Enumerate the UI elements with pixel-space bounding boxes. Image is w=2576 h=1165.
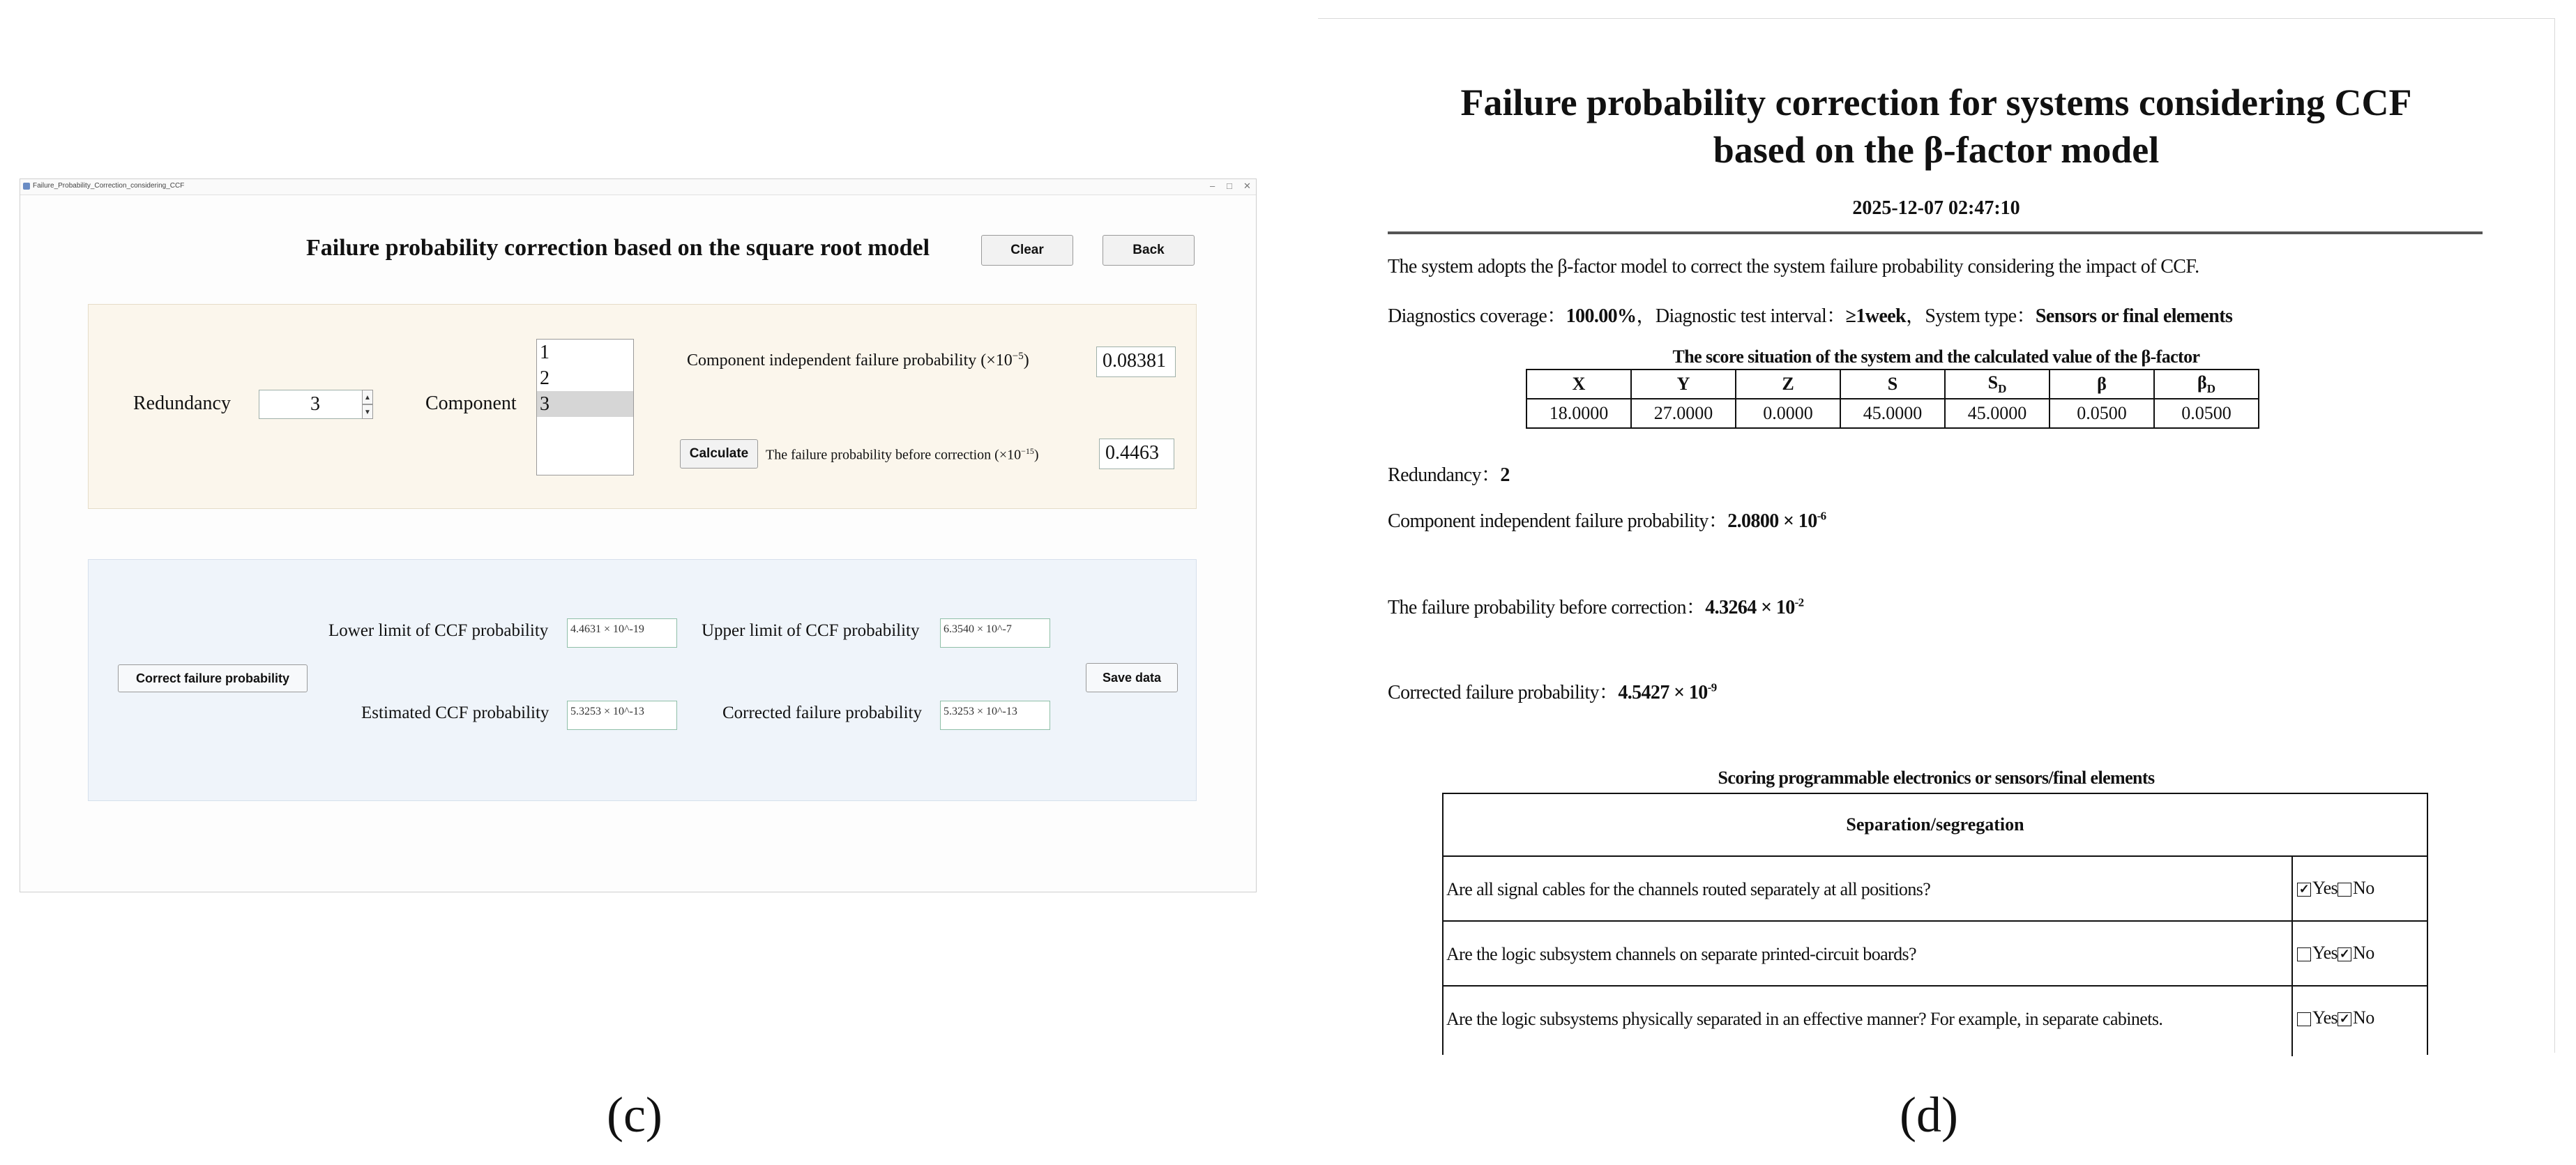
correction-panel	[88, 559, 1197, 801]
score-header: $\beta_D$	[2154, 370, 2259, 399]
estimated-ccf-label: Estimated CCF probability	[361, 703, 550, 722]
report-timestamp: 2025-12-07 02:47:10	[1852, 197, 2020, 219]
redundancy-input[interactable]: 3	[259, 390, 372, 419]
corrected-probability-line: Corrected failure probability：$4.5427 \times 10^{-9}$	[1388, 680, 1717, 703]
back-button[interactable]: Back	[1103, 235, 1195, 266]
yes-no-options	[2291, 857, 2374, 920]
spin-down-icon[interactable]: ▼	[362, 404, 373, 419]
score-cell: 0.0500	[2050, 399, 2154, 428]
redundancy-line: Redundancy：2	[1388, 464, 1510, 486]
app-window	[20, 178, 1257, 892]
panel-label-c: (c)	[607, 1087, 662, 1143]
score-table-title: The score situation of the system and the calculated value of the β-factor	[1672, 347, 2200, 367]
redundancy-label: Redundancy	[133, 393, 231, 414]
clear-button[interactable]: Clear	[981, 235, 1073, 266]
independent-probability-line: Component independent failure probability：$2.0800 \times 10^{-6}$	[1388, 509, 1826, 532]
upper-limit-output[interactable]: 6.3540 × 10^-7	[940, 618, 1050, 648]
lower-limit-label: Lower limit of CCF probability	[328, 621, 549, 640]
report-page	[1318, 18, 2555, 1053]
no-checkbox-checked[interactable]: ✓	[2338, 947, 2351, 961]
correct-failure-probability-button[interactable]: Correct failure probability	[118, 664, 308, 692]
score-header: β	[2050, 370, 2154, 399]
no-checkbox-checked[interactable]: ✓	[2338, 1012, 2351, 1026]
score-cell: 45.0000	[1840, 399, 1945, 428]
before-correction-line: The failure probability before correction：$4.3264 \times 10^{-2}$	[1388, 595, 1804, 618]
indep-prob-output[interactable]: 0.08381	[1096, 347, 1176, 377]
score-cell: 18.0000	[1526, 399, 1631, 428]
report-title-line-2: based on the β-factor model	[1713, 129, 2160, 171]
diagnostics-line: Diagnostics coverage：100.00%，Diagnostic test interval：≥1week，System type：Sensors or final elements	[1388, 305, 2233, 327]
minimize-icon[interactable]: –	[1210, 181, 1215, 191]
component-option[interactable]: 2	[540, 367, 550, 389]
question-row	[1444, 920, 2427, 985]
window-titlebar	[20, 179, 1256, 195]
yes-checkbox[interactable]	[2297, 947, 2311, 961]
save-data-button[interactable]: Save data	[1086, 663, 1178, 692]
spin-up-icon[interactable]: ▲	[362, 390, 373, 404]
report-intro: The system adopts the β-factor model to correct the system failure probability considering the impact of CCF.	[1388, 256, 2199, 277]
yes-label: Yes	[2312, 943, 2338, 963]
question-row	[1444, 855, 2427, 920]
corrected-prob-output[interactable]: 5.3253 × 10^-13	[940, 701, 1050, 730]
component-option-selected[interactable]: 3	[537, 391, 633, 417]
estimated-ccf-output[interactable]: 5.3253 × 10^-13	[567, 701, 677, 730]
report-title-line-1: Failure probability correction for systems considering CCF	[1460, 82, 2412, 123]
component-listbox[interactable]	[536, 339, 634, 475]
score-header: X	[1526, 370, 1631, 399]
score-cell: 45.0000	[1945, 399, 2050, 428]
section-header: Separation/segregation	[1846, 814, 2024, 835]
before-correction-output[interactable]: 0.4463	[1099, 439, 1174, 469]
no-label: No	[2353, 1007, 2374, 1028]
yes-label: Yes	[2312, 1007, 2338, 1028]
yes-no-options	[2291, 987, 2374, 1056]
indep-prob-label: Component independent failure probability $(\times 10^{-5})$	[687, 351, 1029, 370]
corrected-prob-label: Corrected failure probability	[722, 703, 922, 722]
scoring-table	[1442, 793, 2428, 1055]
component-label: Component	[425, 393, 517, 414]
no-label: No	[2353, 943, 2374, 963]
score-cell: 27.0000	[1631, 399, 1736, 428]
component-option[interactable]: 1	[540, 342, 550, 363]
score-table	[1526, 369, 2259, 429]
page-title: Failure probability correction based on the square root model	[306, 235, 930, 261]
question-text: Are the logic subsystems physically separated in an effective manner? For example, in separate cabinets.	[1446, 1009, 2163, 1029]
lower-limit-output[interactable]: 4.4631 × 10^-19	[567, 618, 677, 648]
score-cell: 0.0500	[2154, 399, 2259, 428]
yes-checkbox[interactable]	[2297, 1012, 2311, 1026]
no-label: No	[2353, 878, 2374, 898]
scoring-title: Scoring programmable electronics or sensors/final elements	[1718, 768, 2155, 788]
score-cell: 0.0000	[1736, 399, 1840, 428]
close-icon[interactable]: ✕	[1243, 181, 1251, 191]
question-text: Are all signal cables for the channels routed separately at all positions?	[1446, 879, 1931, 899]
app-icon	[23, 183, 30, 190]
calculate-button[interactable]: Calculate	[680, 439, 758, 469]
score-value-row	[1526, 399, 2259, 428]
score-header: $S_D$	[1945, 370, 2050, 399]
score-header-row	[1526, 370, 2259, 399]
input-panel	[88, 304, 1197, 509]
score-header: Z	[1736, 370, 1840, 399]
upper-limit-label: Upper limit of CCF probability	[702, 621, 920, 640]
question-text: Are the logic subsystem channels on separate printed-circuit boards?	[1446, 944, 1916, 964]
no-checkbox[interactable]	[2338, 883, 2351, 897]
yes-label: Yes	[2312, 878, 2338, 898]
window-title: Failure_Probability_Correction_considering_CCF	[33, 182, 185, 190]
score-header: Y	[1631, 370, 1736, 399]
divider	[1388, 231, 2483, 234]
score-header: S	[1840, 370, 1945, 399]
question-row	[1444, 985, 2427, 1056]
yes-checkbox-checked[interactable]: ✓	[2297, 883, 2311, 897]
yes-no-options	[2291, 922, 2374, 985]
maximize-icon[interactable]: □	[1227, 181, 1232, 191]
before-correction-label: The failure probability before correction $(\times 10^{-15})$	[766, 446, 1039, 463]
panel-label-d: (d)	[1900, 1087, 1958, 1143]
